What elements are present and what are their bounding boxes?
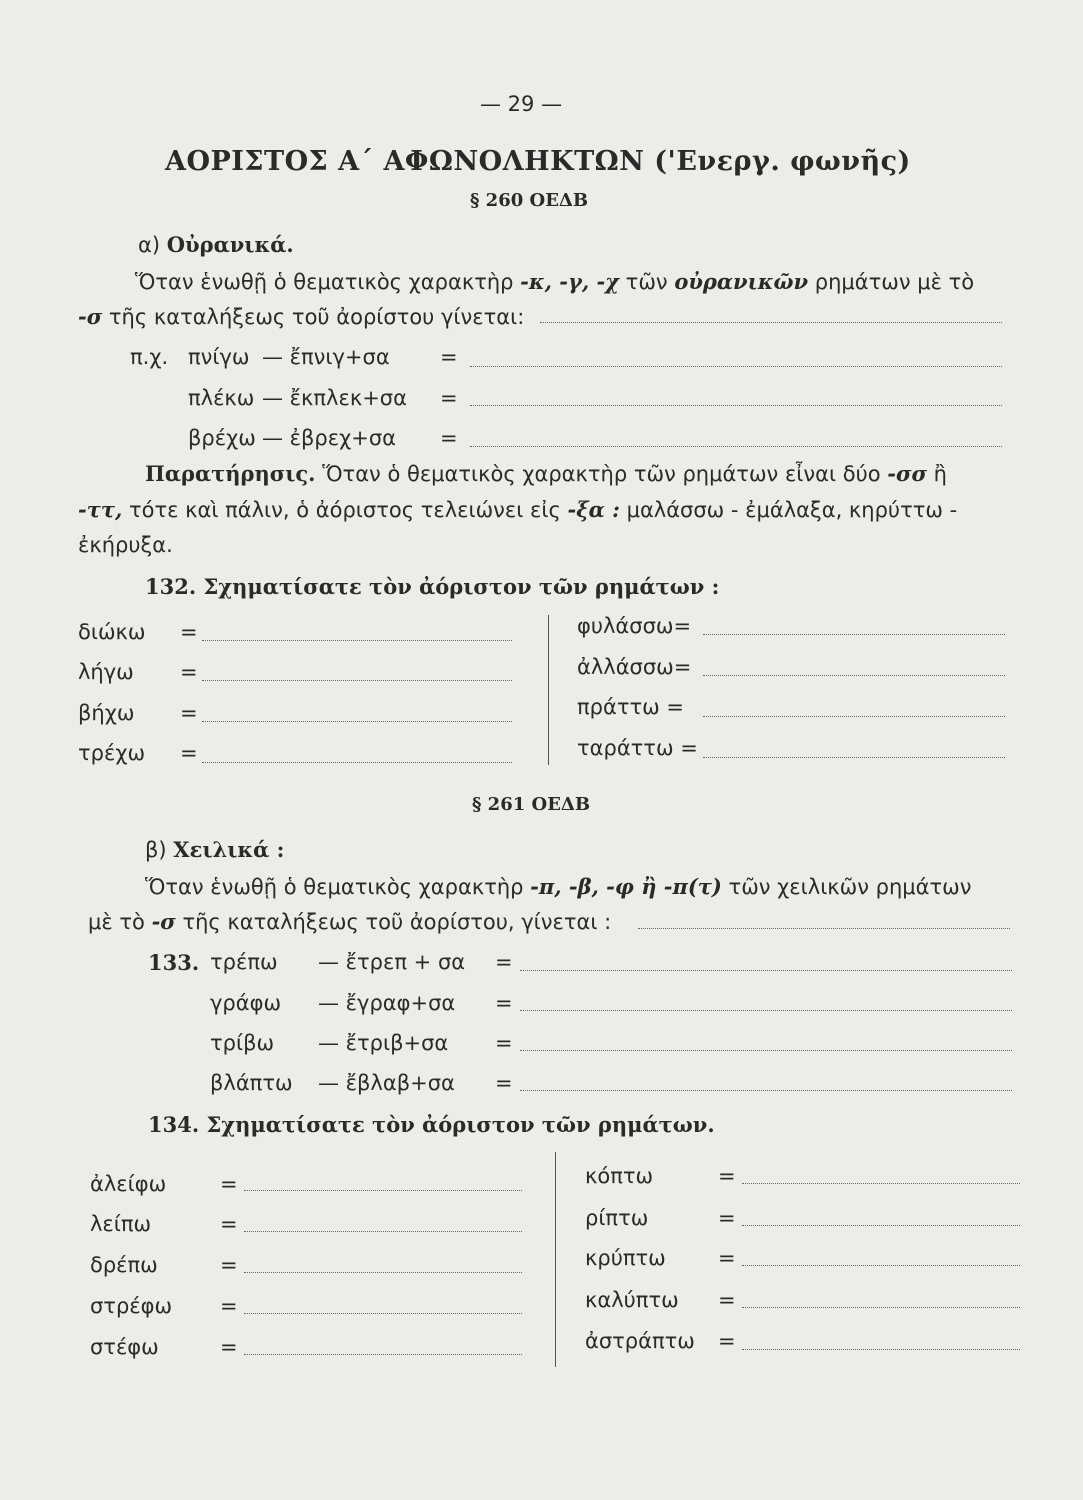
note-line1-text: Ὅταν ὁ θεματικὸς χαρακτὴρ τῶν ρημάτων εἶναι δύο: [322, 462, 881, 486]
note-line2-text: τότε καὶ πάλιν, ὁ ἀόριστος τελειώνει εἰς: [128, 498, 561, 522]
answer-line[interactable]: [202, 680, 512, 681]
verb: πράττω =: [577, 695, 684, 719]
answer-line[interactable]: [470, 405, 1002, 406]
equals-sign: =: [718, 1246, 736, 1270]
equals-sign: =: [220, 1335, 238, 1359]
answer-line[interactable]: [244, 1190, 522, 1191]
answer-line[interactable]: [520, 970, 1012, 971]
answer-line[interactable]: [470, 366, 1002, 367]
verb: τρέπω: [210, 950, 278, 974]
example-form: — ἐβρεχ+σα: [262, 426, 396, 450]
verb: ρίπτω: [585, 1206, 649, 1230]
a-line1-end: ρημάτων μὲ τὸ: [814, 270, 975, 294]
verb: βήχω: [78, 701, 135, 725]
section-a-line2: [78, 304, 524, 329]
verb: λείπω: [90, 1212, 152, 1236]
a-line1-start: Ὅταν ἑνωθῇ ὁ θεματικὸς χαρακτὴρ: [135, 270, 514, 294]
verb: ἀλείφω: [90, 1172, 167, 1196]
answer-line[interactable]: [703, 634, 1005, 635]
answer-line[interactable]: [202, 762, 512, 763]
a-line1-mid: τῶν: [625, 270, 668, 294]
section-b-label: β): [145, 838, 167, 862]
equals-sign: =: [180, 701, 198, 725]
equals-sign: =: [180, 660, 198, 684]
equals-sign: =: [220, 1294, 238, 1318]
note-line2-tt: -ττ,: [78, 497, 123, 522]
b-line2-start: μὲ τὸ: [88, 910, 145, 934]
equals-sign: =: [718, 1206, 736, 1230]
verb: φυλάσσω=: [577, 614, 692, 638]
section-a-heading: [138, 232, 294, 257]
answer-line[interactable]: [520, 1050, 1012, 1051]
exercise-133-number: 133.: [148, 950, 200, 975]
section-b-title: Χειλικά :: [173, 837, 285, 862]
answer-line[interactable]: [202, 640, 512, 641]
equals-sign: =: [495, 1071, 513, 1095]
answer-line[interactable]: [244, 1231, 522, 1232]
section-b-line2: [88, 909, 611, 934]
section-a-line1: [135, 269, 974, 294]
example-eq: =: [440, 386, 458, 410]
verb: τρίβω: [210, 1031, 275, 1055]
answer-line[interactable]: [703, 716, 1005, 717]
verb: στέφω: [90, 1335, 159, 1359]
verb-form: — ἔτρεπ + σα: [318, 950, 466, 974]
column-divider: [548, 615, 549, 765]
note-line3: ἐκήρυξα.: [78, 533, 173, 557]
verb: βλάπτω: [210, 1071, 293, 1095]
verb-form: — ἔτριβ+σα: [318, 1031, 449, 1055]
note-line2-ksa: -ξα :: [567, 497, 620, 522]
note-line2: [78, 497, 957, 522]
note-heading: Παρατήρησις.: [145, 461, 316, 486]
equals-sign: =: [495, 1031, 513, 1055]
answer-line[interactable]: [520, 1090, 1012, 1091]
a-line1-suffixes: -κ, -γ, -χ: [520, 269, 619, 294]
answer-line[interactable]: [742, 1349, 1020, 1350]
a-line2-text: τῆς καταλήξεως τοῦ ἀορίστου γίνεται:: [108, 305, 525, 329]
equals-sign: =: [180, 620, 198, 644]
page-title: ΑΟΡΙΣΤΟΣ Α΄ ΑΦΩΝΟΛΗΚΤΩΝ ('Ενεργ. φωνῆς): [165, 146, 911, 177]
example-form: — ἔπνιγ+σα: [262, 345, 390, 369]
answer-line[interactable]: [638, 928, 1010, 929]
answer-line[interactable]: [742, 1183, 1020, 1184]
equals-sign: =: [220, 1212, 238, 1236]
example-verb: πλέκω: [188, 386, 255, 410]
b-line1-end: τῶν χειλικῶν ρημάτων: [728, 875, 972, 899]
note-line2-examples: μαλάσσω - ἐμάλαξα, κηρύττω -: [626, 498, 958, 522]
answer-line[interactable]: [703, 675, 1005, 676]
example-eq: =: [440, 426, 458, 450]
answer-line[interactable]: [520, 1010, 1012, 1011]
verb: διώκω: [78, 620, 146, 644]
section-260: § 260 ΟΕΔΒ: [470, 190, 589, 211]
answer-line[interactable]: [202, 721, 512, 722]
note-line1-sigma: -σσ: [887, 461, 927, 486]
section-a-label: α): [138, 233, 161, 257]
verb: κόπτω: [585, 1164, 654, 1188]
answer-line[interactable]: [470, 446, 1002, 447]
section-b-heading: [145, 837, 284, 862]
note-line1: [145, 461, 947, 486]
example-verb: βρέχω: [188, 426, 256, 450]
verb-form: — ἔβλαβ+σα: [318, 1071, 455, 1095]
b-line2-text: τῆς καταλήξεως τοῦ ἀορίστου, γίνεται :: [182, 910, 612, 934]
page-number: — 29 —: [480, 92, 563, 116]
verb-form: — ἔγραφ+σα: [318, 991, 456, 1015]
equals-sign: =: [718, 1288, 736, 1312]
answer-line[interactable]: [540, 322, 1002, 323]
verb: στρέφω: [90, 1294, 173, 1318]
verb: ἀλλάσσω=: [577, 655, 692, 679]
exercise-134-heading: 134. Σχηματίσατε τὸν ἀόριστον τῶν ρημάτων.: [148, 1112, 715, 1137]
column-divider: [555, 1152, 556, 1367]
equals-sign: =: [220, 1172, 238, 1196]
equals-sign: =: [718, 1329, 736, 1353]
answer-line[interactable]: [742, 1307, 1020, 1308]
equals-sign: =: [220, 1253, 238, 1277]
equals-sign: =: [718, 1164, 736, 1188]
verb: ἀστράπτω: [585, 1329, 695, 1353]
a-line1-word: οὐρανικῶν: [674, 269, 809, 294]
equals-sign: =: [180, 741, 198, 765]
b-line1-suffixes: -π, -β, -φ ἢ -π(τ): [530, 874, 722, 899]
answer-line[interactable]: [244, 1272, 522, 1273]
section-a-title: Οὐρανικά.: [166, 232, 294, 257]
b-line1-start: Ὅταν ἑνωθῇ ὁ θεματικὸς χαρακτὴρ: [145, 875, 524, 899]
equals-sign: =: [495, 991, 513, 1015]
verb: καλύπτω: [585, 1288, 679, 1312]
verb: ταράττω =: [577, 736, 698, 760]
verb: τρέχω: [78, 741, 146, 765]
note-line1-end: ἢ: [933, 462, 947, 486]
exercise-132-heading: 132. Σχηματίσατε τὸν ἀόριστον τῶν ρημάτων :: [145, 574, 720, 599]
answer-line[interactable]: [244, 1313, 522, 1314]
verb: δρέπω: [90, 1253, 158, 1277]
example-eq: =: [440, 345, 458, 369]
equals-sign: =: [495, 950, 513, 974]
example-form: — ἔκπλεκ+σα: [262, 386, 407, 410]
answer-line[interactable]: [742, 1265, 1020, 1266]
answer-line[interactable]: [703, 757, 1005, 758]
answer-line[interactable]: [244, 1354, 522, 1355]
answer-line[interactable]: [742, 1225, 1020, 1226]
section-261: § 261 ΟΕΔΒ: [472, 794, 591, 815]
b-line2-sigma: -σ: [151, 909, 176, 934]
verb: γράφω: [210, 991, 282, 1015]
example-prefix: π.χ.: [130, 345, 169, 369]
verb: λήγω: [78, 660, 134, 684]
section-b-line1: [145, 874, 971, 899]
a-line2-sigma: -σ: [78, 304, 103, 329]
example-verb: πνίγω: [188, 345, 250, 369]
verb: κρύπτω: [585, 1246, 666, 1270]
